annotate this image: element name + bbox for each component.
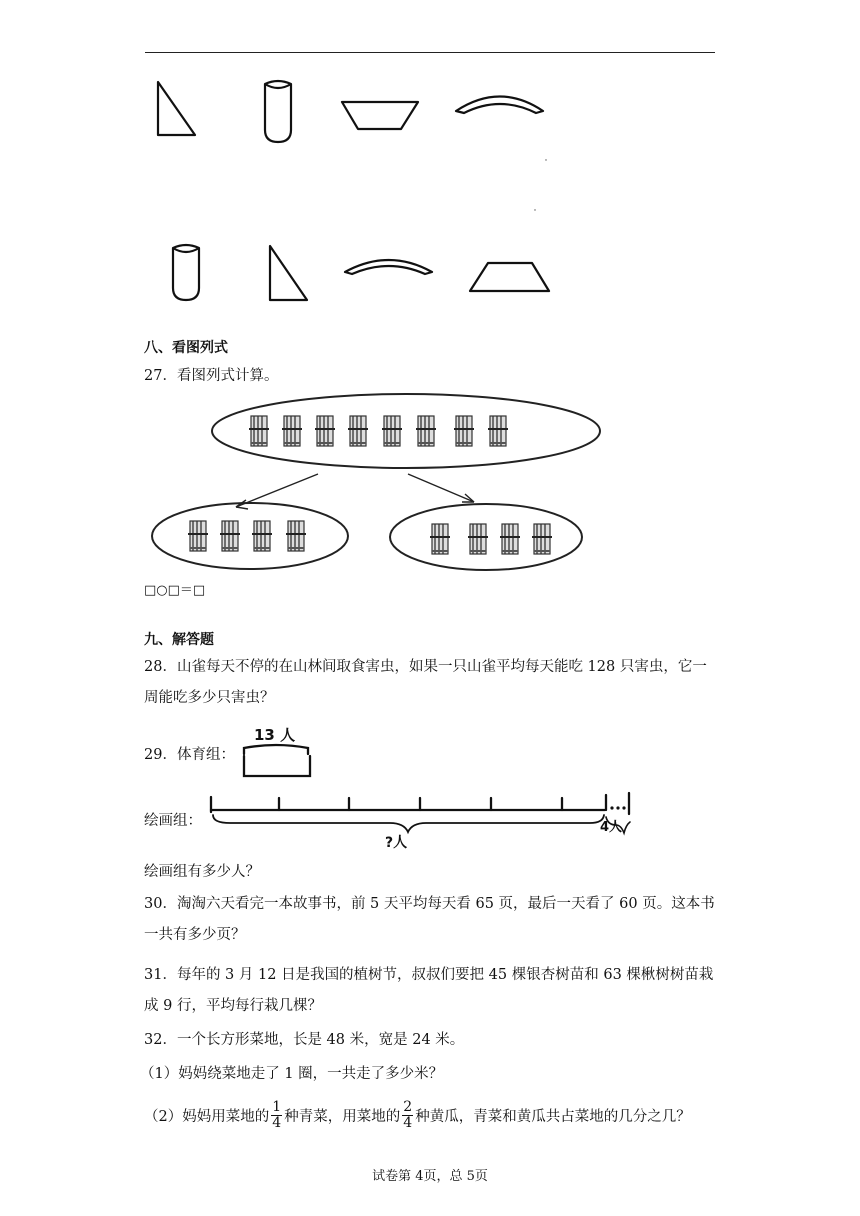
q27-text: 27．看图列式计算。	[144, 368, 279, 384]
q29-sports-count: 13 人	[254, 726, 296, 744]
q32-part1: （1）妈妈绕菜地走了 1 圈，一共走了多少米？	[140, 1066, 444, 1082]
page-footer: 试卷第 4页，总 5页	[372, 1169, 488, 1184]
q28-line1: 28．山雀每天不停的在山林间取食害虫，如果一只山雀平均每天能吃 128 只害虫，它一	[144, 659, 707, 675]
q28-line2: 周能吃多少只害虫？	[144, 690, 275, 706]
fraction-numerator: 2	[403, 1099, 413, 1115]
fraction-numerator: 1	[272, 1099, 282, 1115]
q30-line1: 30．淘淘六天看完一本故事书，前 5 天平均每天看 65 页，最后一天看了 60 页。这本书	[144, 896, 715, 912]
fraction-one-quarter	[271, 1100, 282, 1131]
q32-line1: 32．一个长方形菜地，长是 48 米，宽是 24 米。	[144, 1032, 465, 1048]
drawing-brace	[213, 815, 604, 832]
sports-bar	[244, 756, 310, 776]
q31-line2: 成 9 行，平均每行栽几棵？	[144, 998, 322, 1014]
q30-line2: 一共有多少页？	[144, 927, 246, 943]
q32-part2-a: （2）妈妈用菜地的	[144, 1109, 270, 1125]
q31-line1: 31．每年的 3 月 12 日是我国的植树节，叔叔们要把 45 棵银杏树苗和 63 棵楸树树苗栽	[144, 967, 714, 983]
q29-extra-label: 4人	[600, 820, 623, 835]
q27-formula-blanks: □○□＝□	[144, 583, 206, 598]
q32-part2-c: 种黄瓜，青菜和黄瓜共占菜地的几分之几？	[415, 1109, 691, 1125]
q29-question: 绘画组有多少人？	[144, 864, 260, 880]
section9-title: 九、解答题	[144, 632, 214, 648]
q32-part2-b: 种青菜，用菜地的	[284, 1109, 401, 1125]
q29-drawing-label: 绘画组：	[144, 813, 202, 829]
fraction-denominator: 4	[403, 1115, 413, 1131]
section8-title: 八、看图列式	[144, 340, 228, 356]
fraction-two-quarters	[402, 1100, 413, 1131]
fraction-denominator: 4	[272, 1115, 282, 1131]
q29-sports-label: 29．体育组：	[144, 747, 235, 763]
q32-part2	[144, 1100, 691, 1131]
q29-question-mark-label: ?人	[385, 835, 408, 851]
